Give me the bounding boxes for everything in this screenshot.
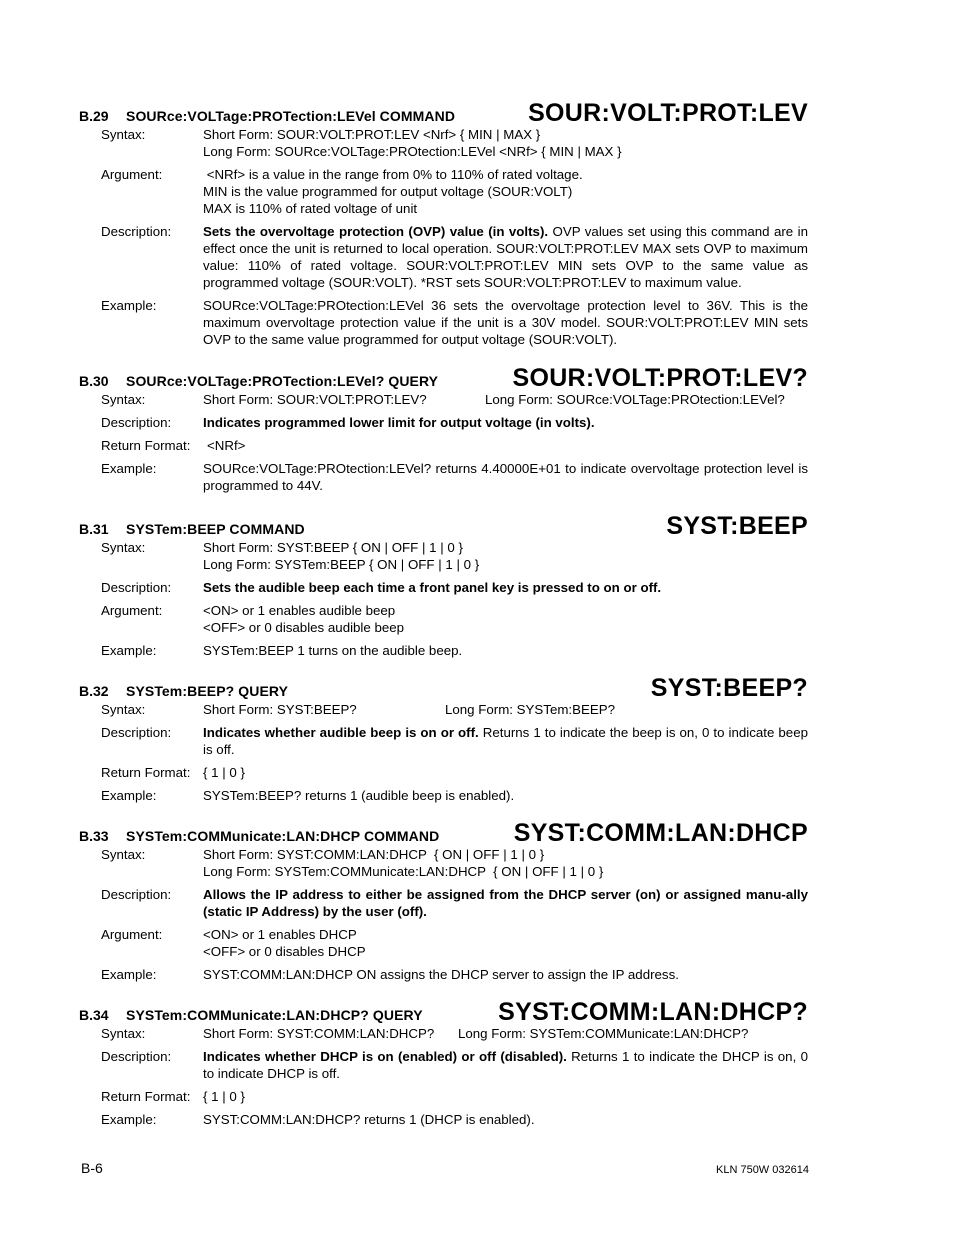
section-number: B.31 [79,521,109,537]
argument-row [79,926,808,960]
syntax-long: Long Form: SOURce:VOLTage:PROtection:LEVel <NRf> { MIN | MAX } [203,144,622,159]
description-bold: Indicates whether DHCP is on (enabled) or off (disabled). [203,1049,567,1064]
command-mnemonic: SOUR:VOLT:PROT:LEV? [512,364,808,392]
argument-line: MIN is the value programmed for output voltage (SOUR:VOLT) [203,184,573,199]
example-text: SOURce:VOLTage:PROtection:LEVel? returns 4.40000E+01 to indicate overvoltage protection level is programmed to 44V. [203,461,808,493]
return-format-value: <NRf> [207,438,246,453]
section-title: SYSTem:BEEP COMMAND [126,521,305,537]
command-mnemonic: SYST:BEEP [666,512,808,540]
section-b30 [79,363,808,500]
section-b29 [79,98,808,354]
return-format-label: Return Format: [101,438,191,453]
argument-line: <OFF> or 0 disables audible beep [203,620,405,635]
syntax-long: Long Form: SYSTem:COMMunicate:LAN:DHCP? [458,1026,749,1041]
description-label: Description: [101,415,172,430]
description-row [79,414,808,431]
description-bold: Sets the overvoltage protection (OVP) value (in volts). [203,224,549,239]
syntax-long: Long Form: SYSTem:BEEP? [445,702,615,717]
description-row [79,1048,808,1082]
argument-line: <ON> or 1 enables audible beep [203,603,396,618]
syntax-label: Syntax: [101,847,146,862]
argument-line: <NRf> is a value in the range from 0% to 110% of rated voltage. [203,167,583,182]
section-title: SYSTem:BEEP? QUERY [126,683,289,699]
page-number: B-6 [81,1160,103,1176]
return-format-row [79,1088,808,1105]
example-label: Example: [101,1112,157,1127]
example-row [79,642,808,659]
description-label: Description: [101,224,172,239]
section-number: B.33 [79,828,109,844]
argument-line: <ON> or 1 enables DHCP [203,927,357,942]
syntax-row [79,126,808,160]
syntax-row [79,539,808,573]
description-bold: Indicates whether audible beep is on or off. [203,725,479,740]
syntax-label: Syntax: [101,702,146,717]
command-mnemonic: SYST:COMM:LAN:DHCP [513,819,808,847]
example-label: Example: [101,643,157,658]
example-row [79,787,808,804]
argument-label: Argument: [101,167,163,182]
syntax-short: Short Form: SOUR:VOLT:PROT:LEV? [203,392,427,407]
description-text: Returns 1 to indicate the DHCP is on, 0 to indicate DHCP is off. [203,1049,808,1081]
example-label: Example: [101,298,157,313]
section-number: B.32 [79,683,109,699]
return-format-value: { 1 | 0 } [203,765,245,780]
section-title: SYSTem:COMMunicate:LAN:DHCP COMMAND [126,828,440,844]
example-label: Example: [101,788,157,803]
argument-row [79,602,808,636]
section-b33 [79,818,808,989]
syntax-short: Short Form: SOUR:VOLT:PROT:LEV <Nrf> { MIN | MAX } [203,127,541,142]
example-row [79,1111,808,1128]
example-row [79,460,808,494]
description-bold: Sets the audible beep each time a front panel key is pressed to on or off. [203,580,662,595]
syntax-short: Short Form: SYST:COMM:LAN:DHCP? [203,1026,435,1041]
syntax-label: Syntax: [101,392,146,407]
argument-label: Argument: [101,927,163,942]
description-text: Returns 1 to indicate the beep is on, 0 to indicate beep is off. [203,725,808,757]
section-title: SYSTem:COMMunicate:LAN:DHCP? QUERY [126,1007,423,1023]
return-format-value: { 1 | 0 } [203,1089,245,1104]
argument-row [79,166,808,217]
example-text: SYST:COMM:LAN:DHCP ON assigns the DHCP server to assign the IP address. [203,967,679,982]
description-label: Description: [101,725,172,740]
section-heading [79,511,808,539]
argument-line: <OFF> or 0 disables DHCP [203,944,366,959]
description-row [79,724,808,758]
section-b31 [79,511,808,665]
section-title: SOURce:VOLTage:PROTection:LEVel COMMAND [126,108,456,124]
return-format-label: Return Format: [101,1089,191,1104]
syntax-row [79,846,808,880]
syntax-label: Syntax: [101,540,146,555]
example-text: SYSTem:BEEP 1 turns on the audible beep. [203,643,463,658]
section-number: B.34 [79,1007,109,1023]
command-mnemonic: SYST:COMM:LAN:DHCP? [498,998,808,1026]
syntax-short: Short Form: SYST:BEEP { ON | OFF | 1 | 0 } [203,540,463,555]
syntax-short: Short Form: SYST:COMM:LAN:DHCP { ON | OFF | 1 | 0 } [203,847,545,862]
description-text: OVP values set using this command are in effect once the unit is returned to local operation. SOUR:VOLT:PROT:LEV MAX sets OVP to maximum value: 110% of rated voltage. SOUR:VOLT:PROT:LEV MIN sets OVP to the same value as programmed voltage (SOUR:VOLT). *RST sets SOUR:VOLT:PROT:LEV to maximum value. [203,224,808,290]
example-label: Example: [101,967,157,982]
section-heading [79,673,808,701]
syntax-long: Long Form: SYSTem:BEEP { ON | OFF | 1 | 0 } [203,557,480,572]
syntax-long: Long Form: SOURce:VOLTage:PROtection:LEVel? [485,392,785,407]
argument-label: Argument: [101,603,163,618]
return-format-row [79,764,808,781]
example-text: SYSTem:BEEP? returns 1 (audible beep is enabled). [203,788,515,803]
syntax-short: Short Form: SYST:BEEP? [203,702,357,717]
example-text: SOURce:VOLTage:PROtection:LEVel 36 sets the overvoltage protection level to 36V. This is the maximum overvoltage protection value if the unit is a 30V model. SOUR:VOLT:PROT:LEV MIN sets OVP to the same value programmed for output voltage (SOUR:VOLT). [203,298,808,347]
description-bold: Indicates programmed lower limit for output voltage (in volts). [203,415,595,430]
return-format-row [79,437,808,454]
section-title: SOURce:VOLTage:PROTection:LEVel? QUERY [126,373,439,389]
section-heading [79,98,808,126]
section-number: B.30 [79,373,109,389]
description-row [79,886,808,920]
description-row [79,223,808,291]
example-row [79,297,808,348]
section-b34 [79,997,808,1134]
description-label: Description: [101,580,172,595]
section-heading [79,997,808,1025]
description-label: Description: [101,887,172,902]
return-format-label: Return Format: [101,765,191,780]
section-number: B.29 [79,108,109,124]
example-text: SYST:COMM:LAN:DHCP? returns 1 (DHCP is enabled). [203,1112,535,1127]
description-label: Description: [101,1049,172,1064]
section-heading [79,363,808,391]
example-row [79,966,808,983]
argument-line: MAX is 110% of rated voltage of unit [203,201,418,216]
section-b32 [79,673,808,810]
syntax-row [79,701,808,718]
command-mnemonic: SYST:BEEP? [650,674,808,702]
syntax-long: Long Form: SYSTem:COMMunicate:LAN:DHCP { ON | OFF | 1 | 0 } [203,864,604,879]
syntax-row [79,391,808,408]
description-row [79,579,808,596]
section-heading [79,818,808,846]
document-code: KLN 750W 032614 [716,1164,809,1176]
command-mnemonic: SOUR:VOLT:PROT:LEV [528,99,808,127]
syntax-row [79,1025,808,1042]
example-label: Example: [101,461,157,476]
syntax-label: Syntax: [101,1026,146,1041]
syntax-label: Syntax: [101,127,146,142]
description-bold: Allows the IP address to either be assigned from the DHCP server (on) or assigned manu-ally (static IP Address) by the user (off). [203,887,808,919]
